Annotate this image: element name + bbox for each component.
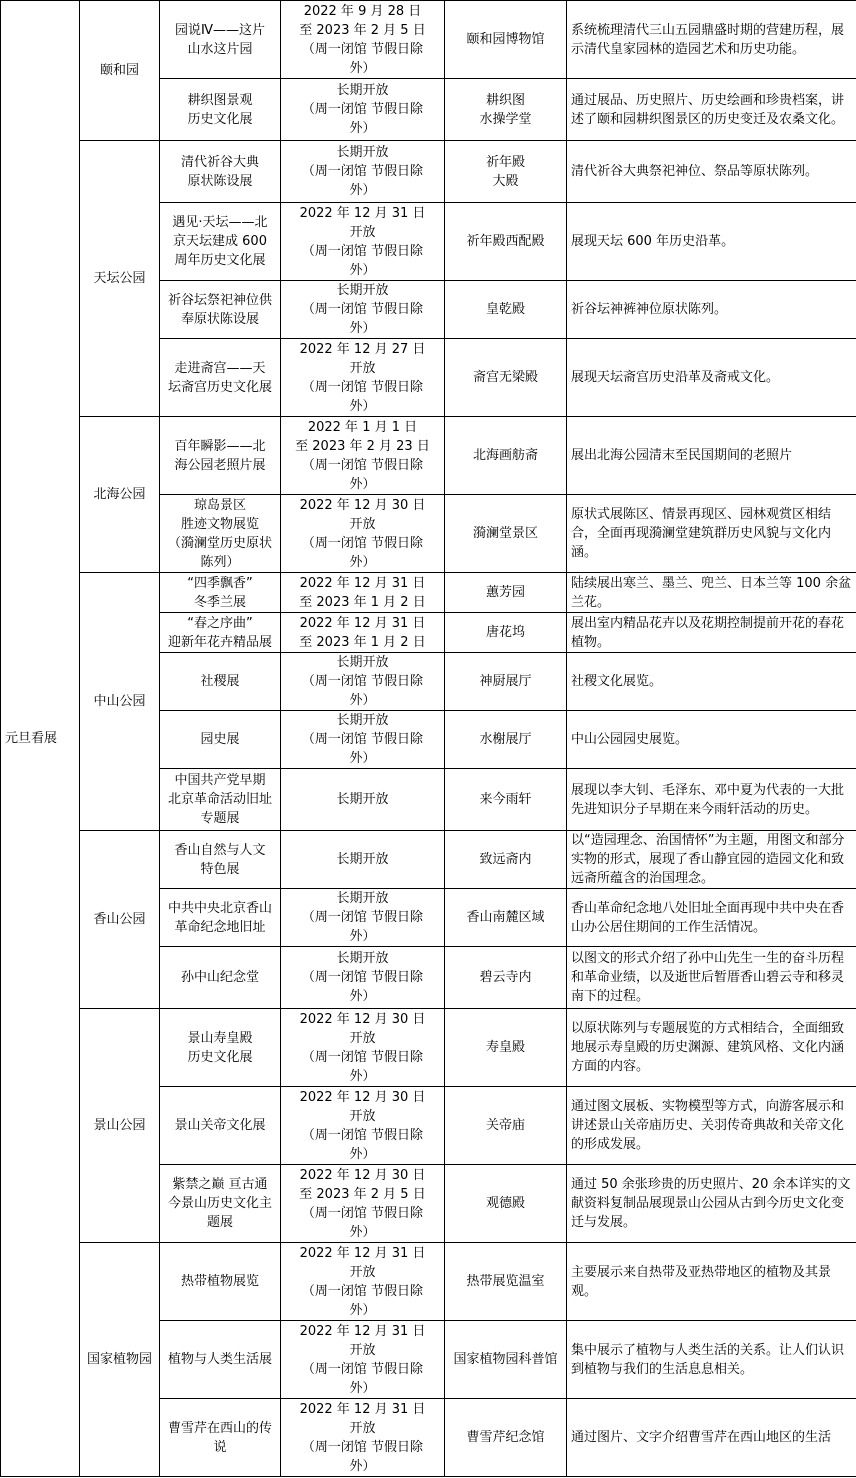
- exhibition-name: 孙中山纪念堂: [160, 947, 281, 1009]
- description: 通过图文展板、实物模型等方式，向游客展示和讲述景山关帝庙历史、关羽传奇典故和关帝文化的形成发展。: [567, 1087, 856, 1165]
- exhibition-name: 社稷展: [160, 653, 281, 711]
- open-time: 2022 年 12 月 31 日 开放 （周一闭馆 节假日除 外）: [281, 203, 445, 281]
- location: 关帝庙: [445, 1087, 567, 1165]
- location: 曹雪芹纪念馆: [445, 1399, 567, 1477]
- location: 皇乾殿: [445, 281, 567, 339]
- exhibition-name: 香山自然与人文 特色展: [160, 831, 281, 889]
- table-row: [1, 573, 856, 613]
- exhibition-name: 园说Ⅳ——这片 山水这片园: [160, 1, 281, 79]
- open-time: 长期开放 （周一闭馆 节假日除 外）: [281, 947, 445, 1009]
- open-time: 2022 年 12 月 31 日 开放 （周一闭馆 节假日除 外）: [281, 1321, 445, 1399]
- open-time: 2022 年 12 月 31 日 至 2023 年 1 月 2 日: [281, 613, 445, 653]
- description: 主要展示来自热带及亚热带地区的植物及其景观。: [567, 1243, 856, 1321]
- open-time: 长期开放 （周一闭馆 节假日除 外）: [281, 281, 445, 339]
- description: 以图文的形式介绍了孙中山先生一生的奋斗历程和革命业绩，以及逝世后暂厝香山碧云寺和移灵南下的过程。: [567, 947, 856, 1009]
- exhibition-name: 中国共产党早期 北京革命活动旧址 专题展: [160, 769, 281, 831]
- description: 展现天坛 600 年历史沿革。: [567, 203, 856, 281]
- table-row: [1, 1009, 856, 1087]
- location: 北海画舫斋: [445, 417, 567, 495]
- exhibition-name: 耕织图景观 历史文化展: [160, 79, 281, 141]
- location: 水榭展厅: [445, 711, 567, 769]
- exhibition-name: “四季飘香” 冬季兰展: [160, 573, 281, 613]
- table-row: [1, 1243, 856, 1321]
- open-time: 2022 年 9 月 28 日 至 2023 年 2 月 5 日 （周一闭馆 节假日除 外）: [281, 1, 445, 79]
- location: 国家植物园科普馆: [445, 1321, 567, 1399]
- location: 来今雨轩: [445, 769, 567, 831]
- description: 系统梳理清代三山五园鼎盛时期的营建历程，展示清代皇家园林的造园艺术和历史功能。: [567, 1, 856, 79]
- park-cell: 天坛公园: [80, 141, 160, 417]
- table-row: [1, 831, 856, 889]
- exhibition-name: 景山寿皇殿 历史文化展: [160, 1009, 281, 1087]
- description: 展现以李大钊、毛泽东、邓中夏为代表的一大批先进知识分子早期在来今雨轩活动的历史。: [567, 769, 856, 831]
- description: 中山公园园史展览。: [567, 711, 856, 769]
- open-time: 长期开放 （周一闭馆 节假日除 外）: [281, 653, 445, 711]
- description: 通过 50 余张珍贵的历史照片、20 余本详实的文献资料复制品展现景山公园从古到今历史文化变迁与发展。: [567, 1165, 856, 1243]
- location: 香山南麓区域: [445, 889, 567, 947]
- description: 祈谷坛神裤神位原状陈列。: [567, 281, 856, 339]
- park-cell: 香山公园: [80, 831, 160, 1009]
- table-row: [1, 417, 856, 495]
- open-time: 长期开放: [281, 769, 445, 831]
- exhibition-name: 遇见·天坛——北 京天坛建成 600 周年历史文化展: [160, 203, 281, 281]
- exhibition-name: 曹雪芹在西山的传 说: [160, 1399, 281, 1477]
- exhibition-name: 百年瞬影——北 海公园老照片展: [160, 417, 281, 495]
- exhibition-name: 祈谷坛祭祀神位供 奉原状陈设展: [160, 281, 281, 339]
- exhibition-name: 紫禁之巅 亘古通 今景山历史文化主 题展: [160, 1165, 281, 1243]
- open-time: 2022 年 12 月 30 日 开放 （周一闭馆 节假日除 外）: [281, 495, 445, 573]
- open-time: 2022 年 12 月 27 日 开放 （周一闭馆 节假日除 外）: [281, 339, 445, 417]
- exhibition-name: 清代祈谷大典 原状陈设展: [160, 141, 281, 203]
- location: 祈年殿 大殿: [445, 141, 567, 203]
- description: 集中展示了植物与人类生活的关系。让人们认识到植物与我们的生活息息相关。: [567, 1321, 856, 1399]
- description: 香山革命纪念地八处旧址全面再现中共中央在香山办公居住期间的工作生活情况。: [567, 889, 856, 947]
- exhibition-name: “春之序曲” 迎新年花卉精品展: [160, 613, 281, 653]
- location: 神厨展厅: [445, 653, 567, 711]
- description: 陆续展出寒兰、墨兰、兜兰、日本兰等 100 余盆兰花。: [567, 573, 856, 613]
- location: 寿皇殿: [445, 1009, 567, 1087]
- exhibition-name: 植物与人类生活展: [160, 1321, 281, 1399]
- open-time: 长期开放 （周一闭馆 节假日除 外）: [281, 79, 445, 141]
- location: 颐和园博物馆: [445, 1, 567, 79]
- exhibition-name: 景山关帝文化展: [160, 1087, 281, 1165]
- open-time: 2022 年 12 月 30 日 至 2023 年 2 月 5 日 （周一闭馆 节假日除 外）: [281, 1165, 445, 1243]
- open-time: 2022 年 12 月 31 日 至 2023 年 1 月 2 日: [281, 573, 445, 613]
- location: 蕙芳园: [445, 573, 567, 613]
- exhibition-name: 园史展: [160, 711, 281, 769]
- park-cell: 景山公园: [80, 1009, 160, 1243]
- location: 致远斋内: [445, 831, 567, 889]
- location: 观德殿: [445, 1165, 567, 1243]
- location: 祈年殿西配殿: [445, 203, 567, 281]
- description: 通过展品、历史照片、历史绘画和珍贵档案，讲述了颐和园耕织图景区的历史变迁及农桑文化。: [567, 79, 856, 141]
- open-time: 2022 年 12 月 30 日 开放 （周一闭馆 节假日除 外）: [281, 1009, 445, 1087]
- open-time: 长期开放 （周一闭馆 节假日除 外）: [281, 711, 445, 769]
- open-time: 2022 年 12 月 30 日 开放 （周一闭馆 节假日除 外）: [281, 1087, 445, 1165]
- exhibition-name: 走进斋宫——天 坛斋宫历史文化展: [160, 339, 281, 417]
- description: 展现天坛斋宫历史沿革及斋戒文化。: [567, 339, 856, 417]
- description: 展出室内精品花卉以及花期控制提前开花的春花植物。: [567, 613, 856, 653]
- location: 斋宫无梁殿: [445, 339, 567, 417]
- location: 耕织图 水操学堂: [445, 79, 567, 141]
- park-cell: 国家植物园: [80, 1243, 160, 1477]
- park-cell: 中山公园: [80, 573, 160, 831]
- description: 原状式展陈区、情景再现区、园林观赏区相结合，全面再现漪澜堂建筑群历史风貌与文化内涵。: [567, 495, 856, 573]
- description: 清代祈谷大典祭祀神位、祭品等原状陈列。: [567, 141, 856, 203]
- description: 以原状陈列与专题展览的方式相结合，全面细致地展示寿皇殿的历史渊源、建筑风格、文化内涵方面的内容。: [567, 1009, 856, 1087]
- location: 碧云寺内: [445, 947, 567, 1009]
- open-time: 长期开放 （周一闭馆 节假日除 外）: [281, 889, 445, 947]
- category-cell: 元旦看展: [1, 1, 80, 1477]
- exhibition-name: 琼岛景区 胜迹文物展览 （漪澜堂历史原状 陈列）: [160, 495, 281, 573]
- description: 展出北海公园清末至民国期间的老照片: [567, 417, 856, 495]
- park-cell: 颐和园: [80, 1, 160, 141]
- location: 热带展览温室: [445, 1243, 567, 1321]
- open-time: 长期开放: [281, 831, 445, 889]
- location: 唐花坞: [445, 613, 567, 653]
- park-cell: 北海公园: [80, 417, 160, 573]
- open-time: 2022 年 12 月 31 日 开放 （周一闭馆 节假日除 外）: [281, 1243, 445, 1321]
- table-row: [1, 1, 856, 79]
- table-body: [1, 1, 856, 1477]
- exhibition-name: 中共中央北京香山 革命纪念地旧址: [160, 889, 281, 947]
- table-row: [1, 141, 856, 203]
- description: 社稷文化展览。: [567, 653, 856, 711]
- open-time: 长期开放 （周一闭馆 节假日除 外）: [281, 141, 445, 203]
- exhibition-name: 热带植物展览: [160, 1243, 281, 1321]
- open-time: 2022 年 12 月 31 日 开放 （周一闭馆 节假日除 外）: [281, 1399, 445, 1477]
- location: 漪澜堂景区: [445, 495, 567, 573]
- description: 通过图片、文字介绍曹雪芹在西山地区的生活: [567, 1399, 856, 1477]
- open-time: 2022 年 1 月 1 日 至 2023 年 2 月 23 日 （周一闭馆 节假日除 外）: [281, 417, 445, 495]
- description: 以“造园理念、治国情怀”为主题，用图文和部分实物的形式，展现了香山静宜园的造园文化和致远斋所蕴含的治国理念。: [567, 831, 856, 889]
